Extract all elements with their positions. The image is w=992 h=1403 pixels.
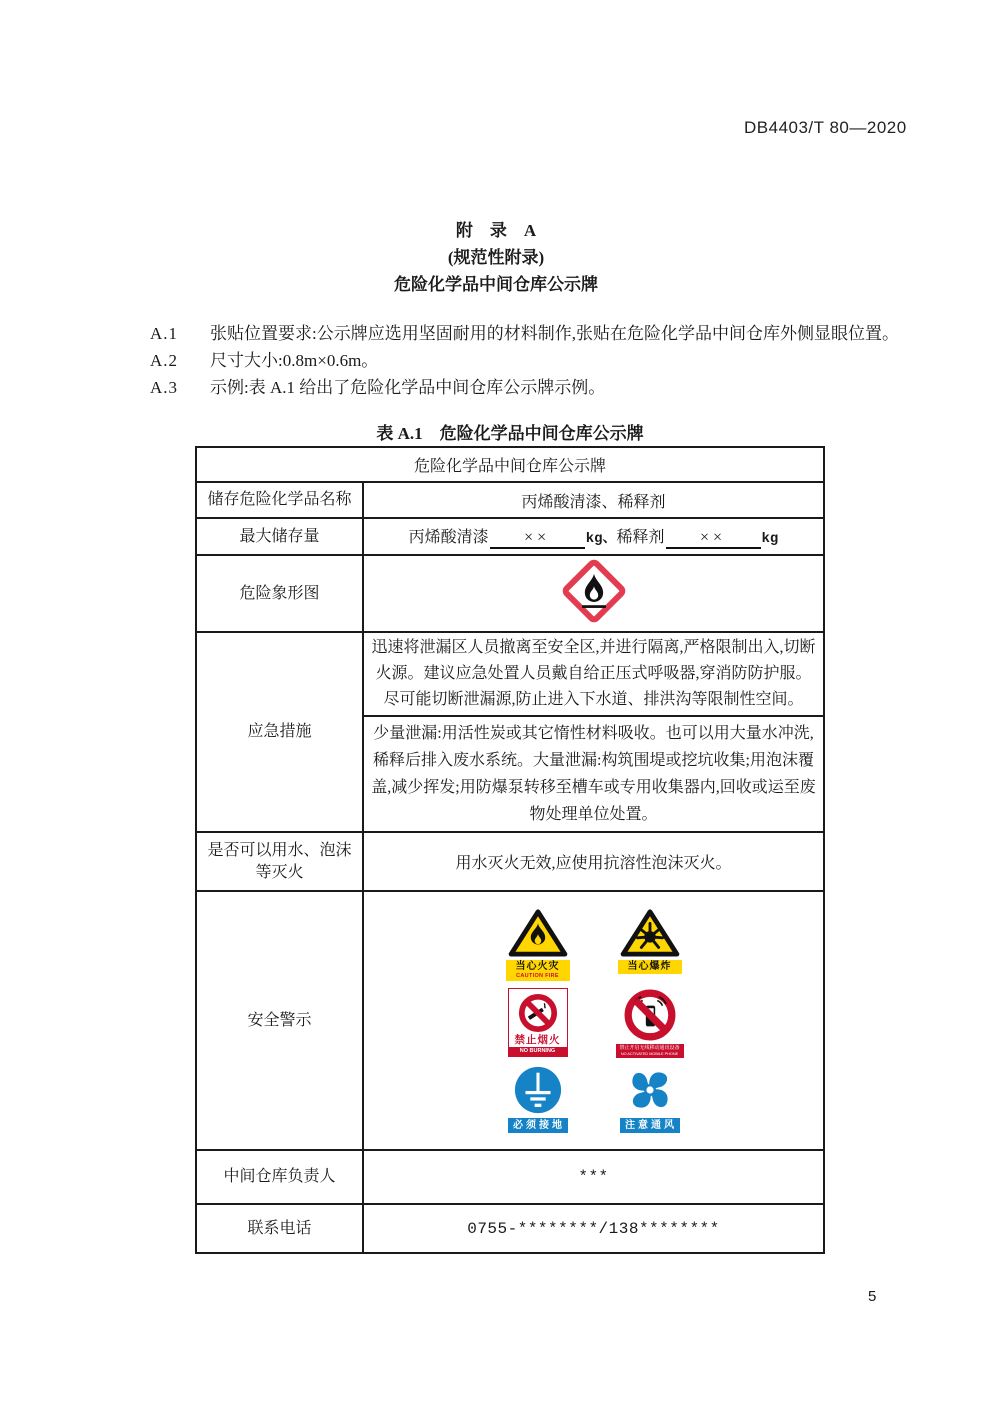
appendix-title-block	[0, 217, 992, 298]
grounding-mandatory-icon	[513, 1065, 563, 1115]
sign-label: 禁止烟火	[514, 1034, 561, 1046]
clause-text: 示例:表 A.1 给出了危险化学品中间仓库公示牌示例。	[210, 378, 606, 397]
phone-value: 0755-********/138********	[363, 1204, 824, 1253]
max-storage-item2: 稀释剂	[616, 529, 665, 546]
max-storage-label: 最大储存量	[196, 518, 363, 555]
manager-label: 中间仓库负责人	[196, 1150, 363, 1204]
pictogram-label: 危险象形图	[196, 555, 363, 632]
clause-a3	[88, 374, 906, 401]
explosion-warning-triangle-icon	[618, 908, 682, 958]
fire-warning-triangle-icon	[506, 908, 570, 958]
sign-label-en: CAUTION FIRE	[516, 973, 559, 979]
emergency-para1: 迅速将泄漏区人员撤离至安全区,并进行隔离,严格限制出入,切断火源。建议应急处置人员戴自给正压式呼吸器,穿消防防护服。尽可能切断泄漏源,防止进入下水道、排洪沟等限制性空间。	[363, 632, 824, 716]
sign-label-box	[618, 960, 682, 974]
caution-fire-sign	[500, 908, 576, 981]
no-burning-prohibition-icon	[517, 992, 559, 1034]
emergency-label: 应急措施	[196, 632, 363, 832]
appendix-subtitle: (规范性附录)	[447, 248, 545, 267]
clauses	[88, 320, 906, 401]
must-be-grounded-sign	[500, 1065, 576, 1133]
sign-label-en: NO ACTIVATED MOBILE PHONE	[620, 1052, 679, 1056]
sign-label: 当心爆炸	[627, 961, 672, 972]
safety-warning-label: 安全警示	[196, 891, 363, 1150]
max-storage-unit1: kg、	[585, 531, 617, 547]
notice-board-table	[195, 446, 825, 1254]
sign-label-en: NO BURNING	[509, 1047, 567, 1056]
table-caption: 表 A.1 危险化学品中间仓库公示牌	[376, 424, 644, 443]
no-mobile-phone-prohibition-icon	[623, 988, 677, 1042]
doc-number: DB4403/T 80—2020	[744, 118, 907, 137]
no-mobile-phone-sign	[612, 988, 688, 1058]
safety-signs-grid	[364, 888, 823, 1153]
sign-label: 当心火灾	[515, 961, 560, 972]
sign-label: 注意通风	[620, 1118, 680, 1133]
chemical-name-label: 储存危险化学品名称	[196, 482, 363, 518]
max-storage-blank-1: ××	[490, 529, 585, 549]
safety-signs-cell	[363, 891, 824, 1150]
sign-plate	[508, 988, 568, 1057]
page-number: 5	[868, 1288, 877, 1305]
extinguish-label: 是否可以用水、泡沫等灭火	[196, 832, 363, 891]
clause-number: A.2	[150, 351, 179, 370]
manager-value: ***	[363, 1150, 824, 1204]
clause-text: 张贴位置要求:公示牌应选用坚固耐用的材料制作,张贴在危险化学品中间仓库外侧显眼位置。	[210, 324, 900, 343]
sign-label-box	[616, 1044, 684, 1058]
max-storage-unit2: kg	[761, 531, 779, 547]
max-storage-item1: 丙烯酸清漆	[408, 529, 489, 546]
extinguish-value: 用水灭火无效,应使用抗溶性泡沫灭火。	[363, 832, 824, 891]
appendix-name: 危险化学品中间仓库公示牌	[394, 275, 598, 294]
phone-label: 联系电话	[196, 1204, 363, 1253]
table-title: 危险化学品中间仓库公示牌	[196, 447, 824, 482]
attention-ventilation-sign	[612, 1065, 688, 1133]
sign-label: 必须接地	[508, 1118, 568, 1133]
clause-a1	[88, 320, 906, 347]
ghs-flame-pictogram-icon	[561, 558, 627, 624]
sign-label-box	[506, 960, 570, 981]
pictogram-cell	[363, 555, 824, 632]
emergency-para2: 少量泄漏:用活性炭或其它惰性材料吸收。也可以用大量水冲洗,稀释后排入废水系统。大量泄漏:构筑围堤或挖坑收集;用泡沫覆盖,减少挥发;用防爆泵转移至槽车或专用收集器内,回收或运至废物处理单位处置。	[363, 716, 824, 832]
clause-number: A.3	[150, 378, 179, 397]
sign-label: 禁止开启无线移动通讯设备	[619, 1045, 680, 1051]
max-storage-value	[363, 518, 824, 555]
appendix-title: 附 录 A	[455, 221, 537, 240]
chemical-name-value: 丙烯酸清漆、稀释剂	[363, 482, 824, 518]
clause-text: 尺寸大小:0.8m×0.6m。	[210, 351, 379, 370]
max-storage-blank-2: ××	[666, 529, 761, 549]
no-burning-sign	[500, 988, 576, 1058]
clause-number: A.1	[150, 324, 179, 343]
clause-a2	[88, 347, 906, 374]
caution-explosion-sign	[612, 908, 688, 981]
ventilation-fan-icon	[625, 1065, 675, 1115]
